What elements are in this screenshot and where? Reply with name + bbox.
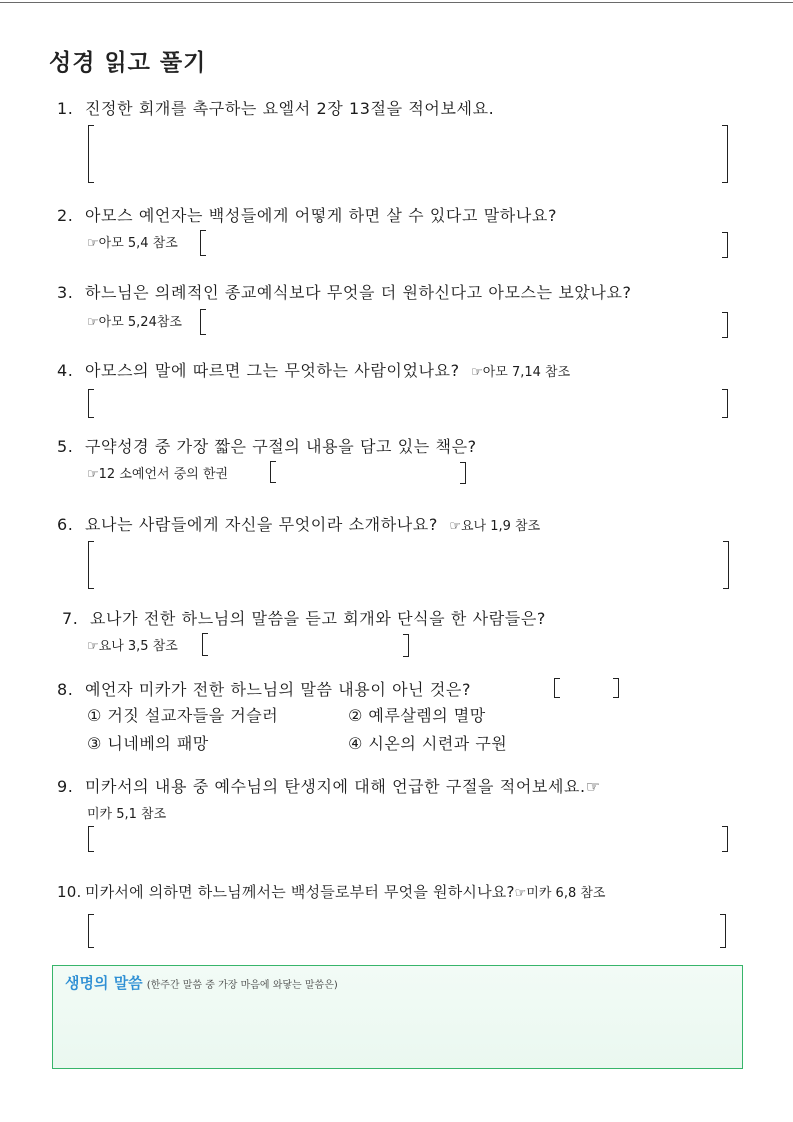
question-7 [62, 606, 546, 629]
question-5 [57, 434, 477, 457]
question-9 [57, 774, 601, 797]
word-of-life-box[interactable] [52, 965, 743, 1069]
answer-bracket-right [722, 125, 728, 183]
question-text: 미카서의 내용 중 예수님의 탄생지에 대해 언급한 구절을 적어보세요.☞ [85, 777, 601, 796]
answer-bracket-left [88, 826, 94, 852]
option-2: ② 예루살렘의 멸망 [348, 706, 486, 725]
question-number: 10. [57, 883, 82, 901]
question-6 [57, 512, 540, 535]
answer-bracket-right [403, 634, 409, 657]
question-text: 예언자 미카가 전한 하느님의 말씀 내용이 아닌 것은? [85, 680, 472, 699]
question-3 [57, 280, 632, 303]
answer-bracket-left [88, 125, 94, 183]
question-text: 아모스의 말에 따르면 그는 무엇하는 사람이었나요? [85, 361, 460, 380]
answer-bracket-left [88, 389, 94, 418]
answer-bracket-left [202, 633, 208, 656]
top-rule [0, 2, 793, 3]
option-4: ④ 시온의 시련과 구원 [348, 734, 508, 753]
question-4 [57, 358, 570, 381]
answer-bracket-left [200, 230, 206, 256]
reference: ☞미카 6,8 참조 [514, 886, 606, 901]
question-text: 구약성경 중 가장 짧은 구절의 내용을 담고 있는 책은? [85, 437, 477, 456]
question-number: 1. [57, 99, 74, 118]
hint: ☞요나 3,5 참조 [87, 639, 178, 654]
answer-bracket-left [200, 309, 206, 335]
answer-bracket-right [722, 826, 728, 852]
question-8 [57, 677, 471, 700]
answer-bracket-right [613, 678, 619, 698]
question-10 [57, 881, 605, 902]
answer-bracket-left [88, 541, 94, 589]
question-number: 3. [57, 283, 74, 302]
hint: ☞12 소예언서 중의 한권 [87, 467, 229, 482]
question-2 [57, 203, 557, 226]
question-number: 5. [57, 437, 74, 456]
reference: ☞아모 7,14 참조 [471, 365, 571, 380]
reference: ☞요나 1,9 참조 [449, 519, 541, 534]
answer-bracket-right [722, 312, 728, 338]
question-text: 아모스 예언자는 백성들에게 어떻게 하면 살 수 있다고 말하나요? [85, 206, 558, 225]
answer-bracket-right [720, 914, 726, 948]
question-text: 요나가 전한 하느님의 말씀을 듣고 회개와 단식을 한 사람들은? [90, 609, 546, 628]
option-3: ③ 니네베의 패망 [87, 734, 209, 753]
answer-bracket-left [88, 914, 94, 948]
question-number: 8. [57, 680, 74, 699]
question-number: 4. [57, 361, 74, 380]
word-of-life-subtitle: (한주간 말씀 중 가장 마음에 와닿는 말씀은) [146, 980, 338, 991]
question-number: 9. [57, 777, 74, 796]
answer-bracket-right [460, 462, 466, 484]
word-of-life-heading: 생명의 말씀 [65, 974, 143, 992]
answer-bracket-right [723, 541, 729, 589]
question-text: 요나는 사람들에게 자신을 무엇이라 소개하나요? [85, 515, 438, 534]
answer-bracket-right [722, 232, 728, 258]
question-number: 2. [57, 206, 74, 225]
hint: 미카 5,1 참조 [87, 807, 167, 822]
answer-bracket-left [270, 461, 276, 483]
hint: ☞아모 5,24참조 [87, 315, 182, 330]
question-1 [57, 96, 494, 119]
word-of-life-title [65, 972, 338, 993]
answer-bracket-left [554, 678, 560, 698]
question-number: 7. [62, 609, 79, 628]
question-text: 하느님은 의례적인 종교예식보다 무엇을 더 원하신다고 아모스는 보았나요? [85, 283, 632, 302]
question-text: 진정한 회개를 촉구하는 요엘서 2장 13절을 적어보세요. [85, 99, 495, 118]
question-number: 6. [57, 515, 74, 534]
option-1: ① 거짓 설교자들을 거슬러 [87, 706, 279, 725]
question-text: 미카서에 의하면 하느님께서는 백성들로부터 무엇을 원하시나요? [85, 883, 515, 901]
page-title: 성경 읽고 풀기 [49, 50, 207, 76]
answer-bracket-right [722, 389, 728, 418]
hint: ☞아모 5,4 참조 [87, 236, 178, 251]
